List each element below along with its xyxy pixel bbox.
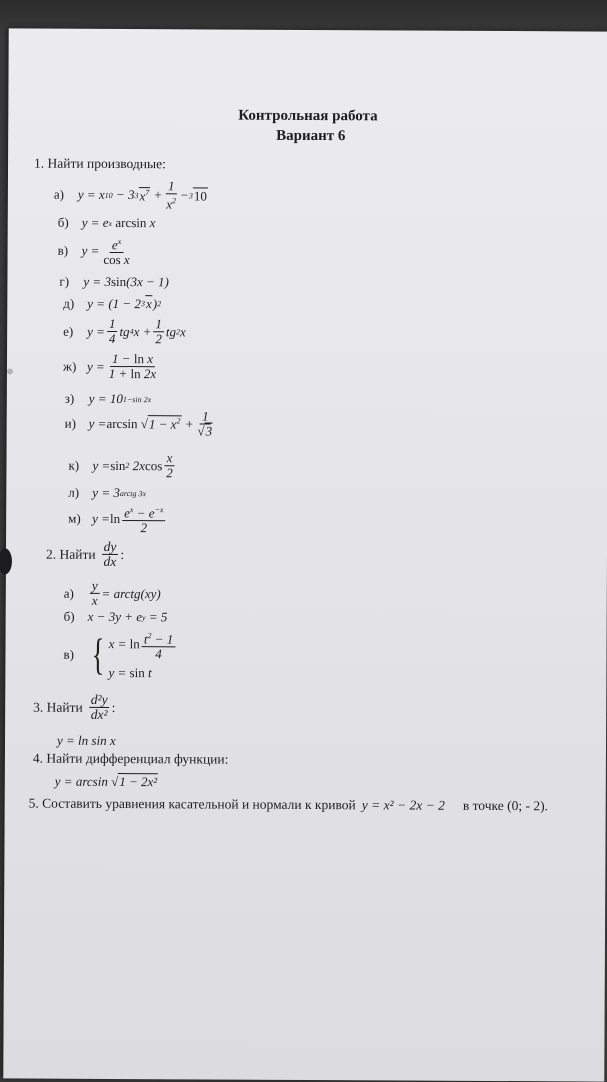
item-label: а) <box>53 186 65 202</box>
task-1-item-zh <box>63 352 160 382</box>
fraction-numerator: d²y <box>89 693 110 708</box>
formula-system: { x = ln $\frac{t^2 - 1}{4}$ y = sin t <box>87 629 177 682</box>
paper-sheet <box>3 28 607 1081</box>
item-label: м) <box>68 510 81 526</box>
derivative-fraction <box>102 540 119 569</box>
task-1-item-a <box>54 179 208 212</box>
item-label: и) <box>64 415 77 431</box>
formula-root: 1 − 2x² <box>119 774 158 790</box>
curve-formula: y = x² − 2x − 2 <box>361 797 445 813</box>
formula: y = arcsin √ 1 − 2x² <box>54 773 158 790</box>
fraction-denominator: dx² <box>90 706 108 722</box>
formula: y = 10 1−sin 2x <box>88 390 152 407</box>
formula: y = $\frac{1}{4}$ tg 4 x + $\frac{1}{2}$ tg 2 x <box>87 315 186 347</box>
formula: y = 3 sin (3x − 1) <box>83 273 169 290</box>
punch-hole <box>0 548 12 574</box>
heading-text: 2. Найти <box>45 546 96 562</box>
formula: y = $\frac{\text{1 − ln x}}{1 + \ln 2x}$ <box>86 350 157 382</box>
task-1-item-l <box>68 485 146 501</box>
task-1-item-v <box>58 235 134 268</box>
item-label: а) <box>63 585 74 601</box>
formula: y = e x arcsin x <box>81 214 156 231</box>
task-1-item-e <box>63 317 186 347</box>
formula-prefix: y = arcsin <box>54 773 108 789</box>
formula: y = (1 − 2 3 x ) 2 <box>87 295 162 312</box>
fraction-numerator: dy <box>102 540 119 555</box>
task-2-item-v <box>63 629 177 682</box>
item-label: б) <box>63 608 75 624</box>
task-3-heading: 3. Найти $\frac{\text{d²y}}{\text{dx²}}$ : <box>33 691 116 722</box>
fraction-denominator: dx <box>103 553 117 570</box>
task-1-item-g <box>59 274 169 291</box>
formula: $\frac{y}{x}$ = arctg(xy) <box>91 577 161 608</box>
task-2-heading: 2. Найти $\frac{dy}{dx}$ : <box>45 538 125 570</box>
item-label: в) <box>63 646 74 662</box>
task-4-formula <box>55 773 158 791</box>
formula: y = arcsin √ $1 - x^2$ + $\frac{1}{√3}$ <box>88 408 213 439</box>
item-label: д) <box>63 295 75 311</box>
paper-mark <box>7 368 13 374</box>
formula: y = ln sin x <box>56 732 116 749</box>
task-2-item-b <box>64 609 168 626</box>
item-label: б) <box>57 214 69 230</box>
task-2-item-a <box>64 579 161 609</box>
item-label: л) <box>68 484 80 500</box>
second-derivative-fraction <box>89 693 110 722</box>
point-text: в точке (0; - 2). <box>462 797 549 814</box>
formula: y = 3 arctg 3x <box>92 484 147 501</box>
variant-title: Вариант 6 <box>276 127 346 145</box>
item-label: з) <box>64 390 75 406</box>
formula: y = $\frac{e^x}{\text{cos x}}$ <box>82 235 134 268</box>
item-label: е) <box>63 323 74 339</box>
item-label: в) <box>57 242 69 258</box>
item-label: к) <box>68 457 80 473</box>
task-1-item-b <box>58 215 156 232</box>
task-1-item-i <box>65 409 218 439</box>
task-1-heading: 1. Найти производные: <box>34 155 166 172</box>
page-title: Контрольная работа <box>238 107 378 125</box>
formula: y = x 10 − 3 3 $x^7$ + $\frac{1}{x^2}$ − 3 10 <box>77 178 207 212</box>
task-1-item-m <box>68 503 167 536</box>
heading-text: 3. Найти <box>33 699 83 715</box>
task-1-item-k <box>68 451 176 481</box>
task-4-heading: 4. Найти дифференциал функции: <box>32 750 229 767</box>
heading-text: 5. Составить уравнения касательной и нормали к кривой <box>28 795 356 813</box>
task-5 <box>29 796 548 815</box>
formula: y = sin 2 2x cos $\frac{x}{2}$ <box>92 450 173 481</box>
item-label: ж) <box>62 358 77 374</box>
task-3-formula <box>57 733 116 749</box>
formula: x − 3y + e y = 5 <box>87 608 168 625</box>
task-1-item-d <box>63 295 161 313</box>
item-label: г) <box>59 273 70 289</box>
task-1-item-z <box>65 391 151 407</box>
formula: y = ln $\frac{e^x - e^{-x}}{2}$ <box>92 503 167 536</box>
